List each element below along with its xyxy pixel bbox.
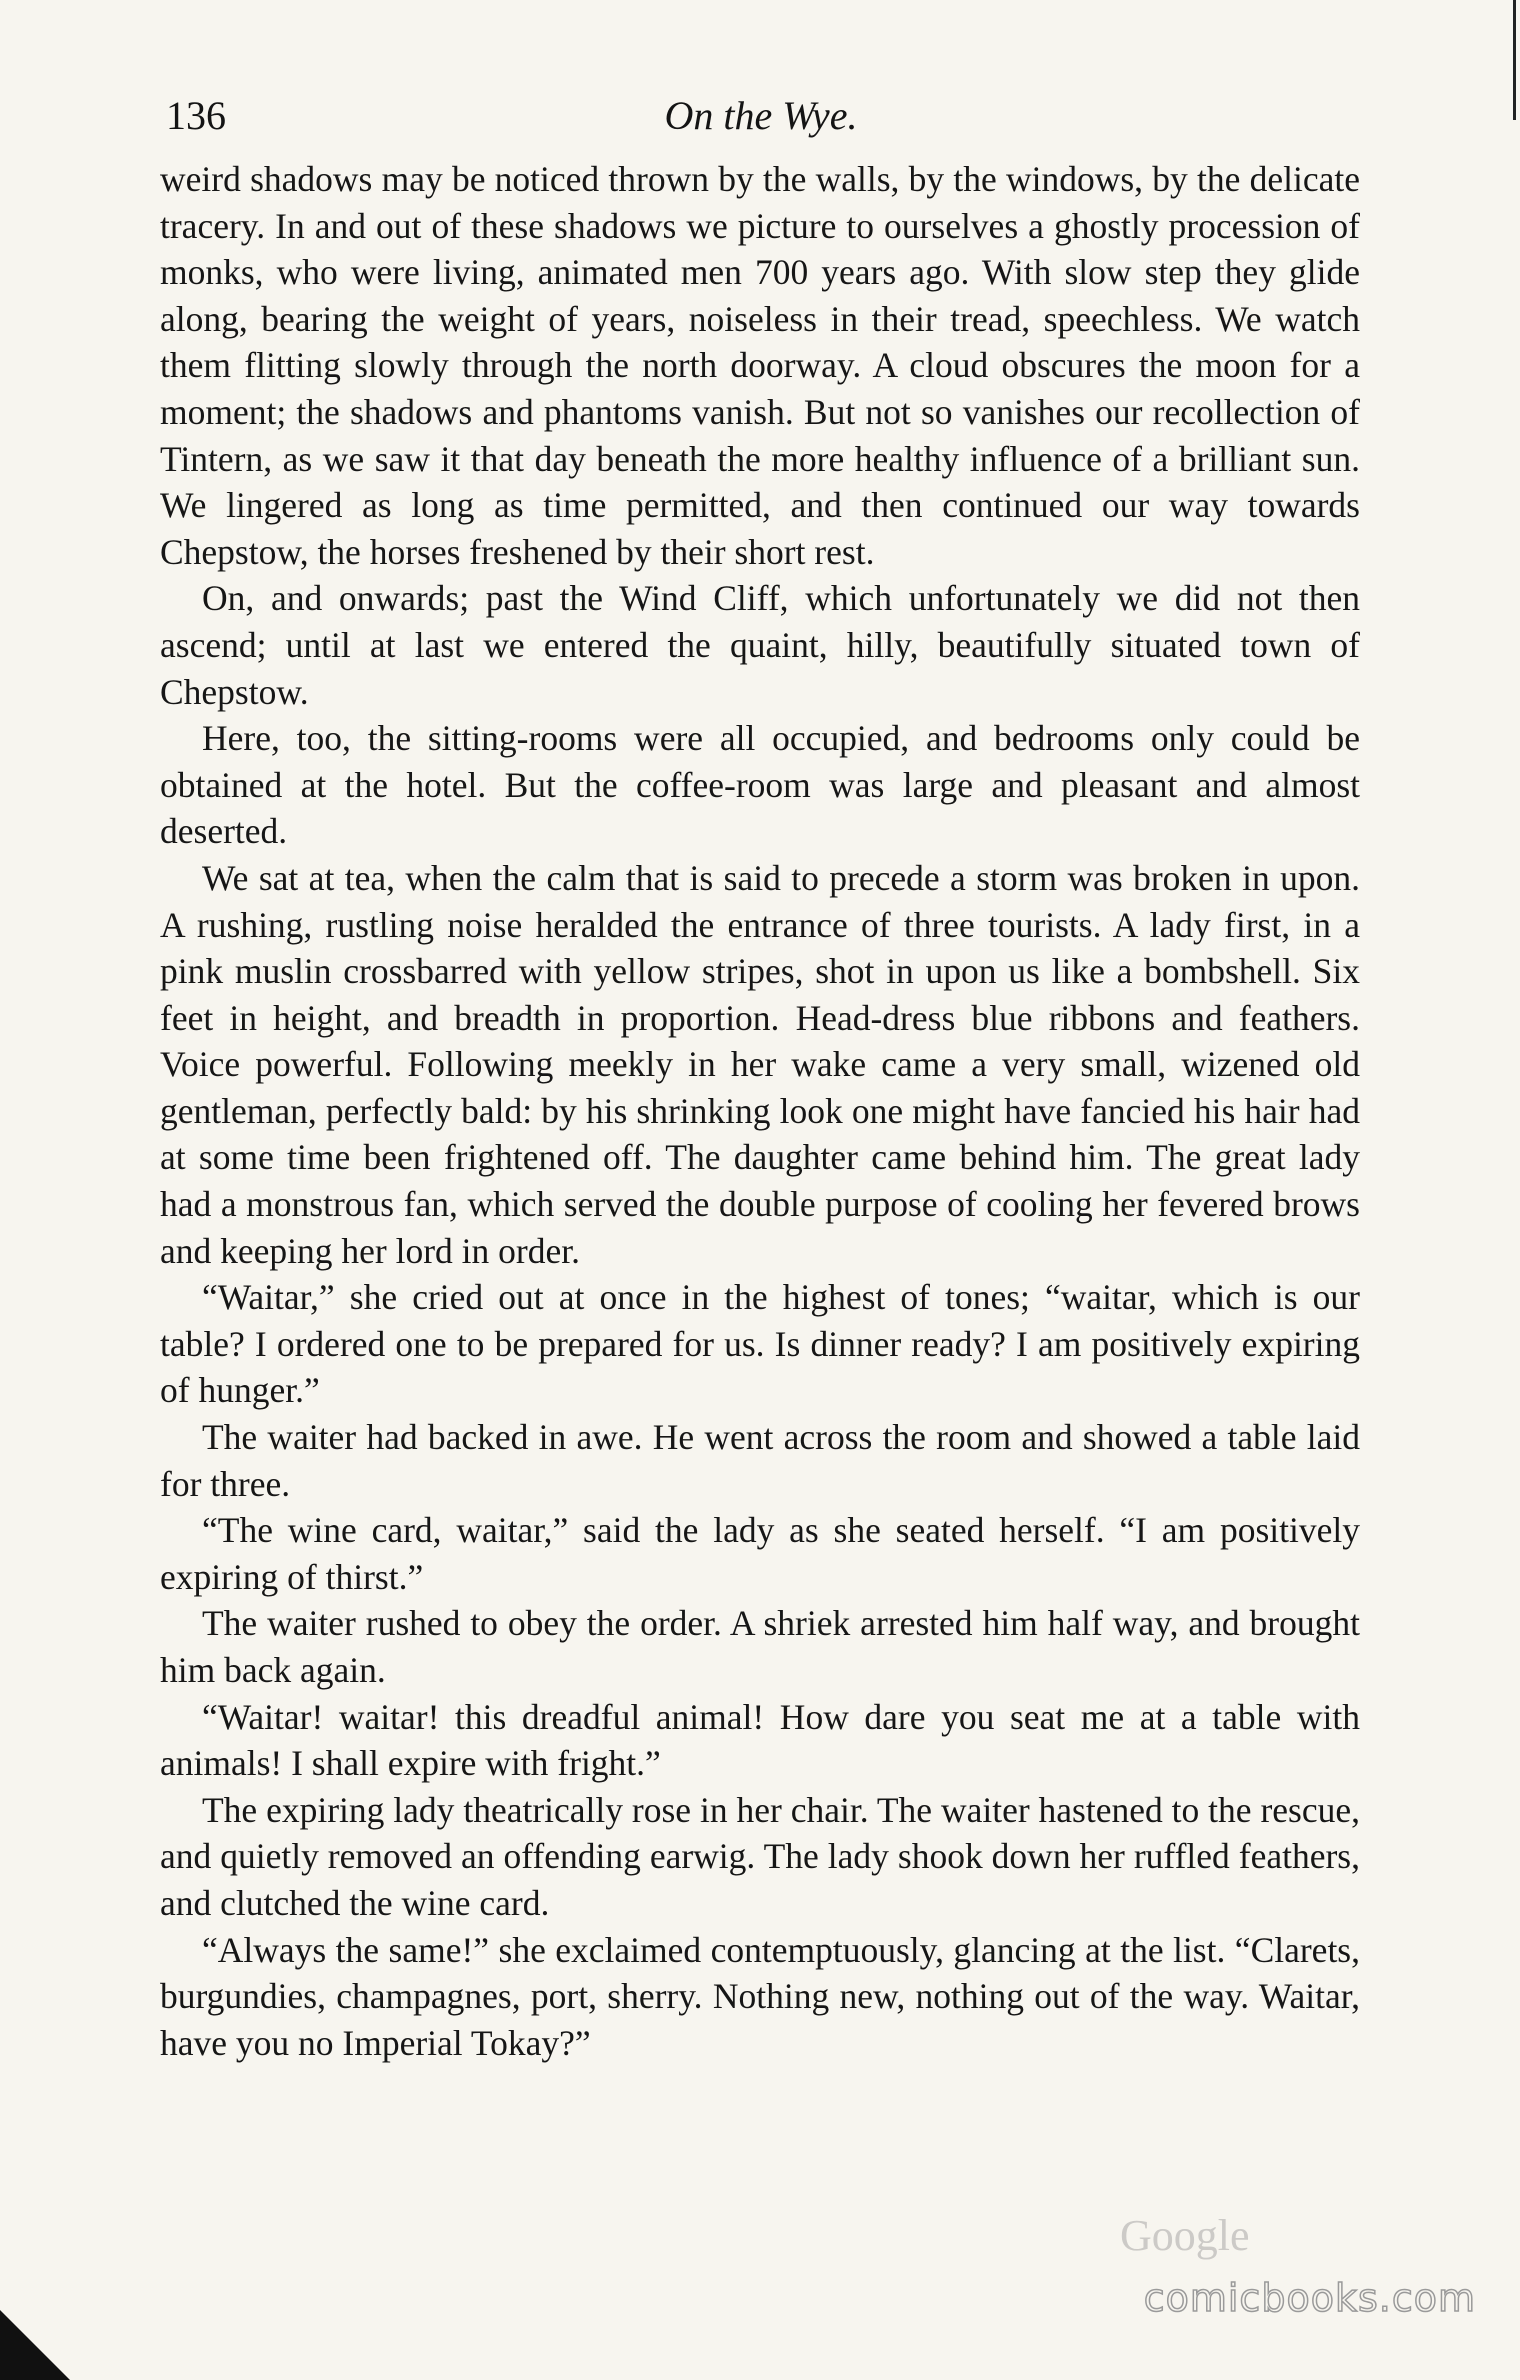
paragraph: We sat at tea, when the calm that is said to precede a storm was broken in upon. A rushing, rustling noise heralded the entrance of three tourists. A lady first, in a pink muslin crossbarred with yellow stripes, shot in upon us like a bombshell. Six feet in height, and breadth in proportion. Head-dress blue ribbons and feathers. Voice powerful. Following meekly in her wake came a very small, wizened old gentleman, perfectly bald: by his shrinking look one might have fancied his hair had at some time been frightened off. The daughter came behind him. The great lady had a monstrous fan, which served the double purpose of cooling her fevered brows and keeping her lord in order. — [160, 857, 1360, 1271]
running-title: On the Wye. — [664, 93, 858, 138]
paragraph-continued: weird shadows may be noticed thrown by the walls, by the windows, by the delicate tracery. In and out of these shadows we picture to ourselves a ghostly procession of monks, who were living, animated men 700 years ago. With slow step they glide along, bearing the weight of years, noiseless in their tread, speechless. We watch them flitting slowly through the north doorway. A cloud obscures the moon for a moment; the shadows and phantoms vanish. But not so vanishes our recollection of Tintern, as we saw it that day beneath the more healthy influence of a brilliant sun. We lingered as long as time permitted, and then continued our way towards Chepstow, the horses freshened by their short rest. — [160, 159, 1360, 572]
google-watermark: Google — [1120, 2211, 1250, 2260]
paragraph: On, and onwards; past the Wind Cliff, which unfortunately we did not then ascend; until at last we entered the quaint, hilly, beautifully situated town of Chepstow. — [160, 578, 1360, 712]
paragraph: “Waitar,” she cried out at once in the highest of tones; “waitar, which is our table? I ordered one to be prepared for us. Is dinner ready? I am positively expiring of hunger.” — [160, 1277, 1360, 1411]
site-watermark: comicbooks.com — [1143, 2276, 1476, 2320]
body-text — [160, 156, 1360, 2066]
paragraph: “The wine card, waitar,” said the lady as she seated herself. “I am positively expiring of thirst.” — [160, 1510, 1360, 1597]
paragraph: Here, too, the sitting-rooms were all occupied, and bedrooms only could be obtained at the hotel. But the coffee-room was large and pleasant and almost deserted. — [160, 718, 1360, 852]
paragraph: The waiter rushed to obey the order. A shriek arrested him half way, and brought him back again. — [160, 1603, 1360, 1690]
page-number: 136 — [166, 93, 226, 138]
corner-mark — [0, 2310, 70, 2380]
page-edge-rule — [1513, 0, 1516, 120]
paragraph: “Waitar! waitar! this dreadful animal! How dare you seat me at a table with animals! I shall expire with fright.” — [160, 1696, 1360, 1784]
running-head — [166, 92, 1356, 152]
paragraph: The expiring lady theatrically rose in her chair. The waiter hastened to the rescue, and quietly removed an offending earwig. The lady shook down her ruffled feathers, and clutched the wine card. — [160, 1789, 1360, 1923]
paragraph: The waiter had backed in awe. He went across the room and showed a table laid for three. — [160, 1417, 1360, 1504]
paragraph: “Always the same!” she exclaimed contemptuously, glancing at the list. “Clarets, burgundies, champagnes, port, sherry. Nothing new, nothing out of the way. Waitar, have you no Imperial Tokay?” — [160, 1929, 1360, 2063]
